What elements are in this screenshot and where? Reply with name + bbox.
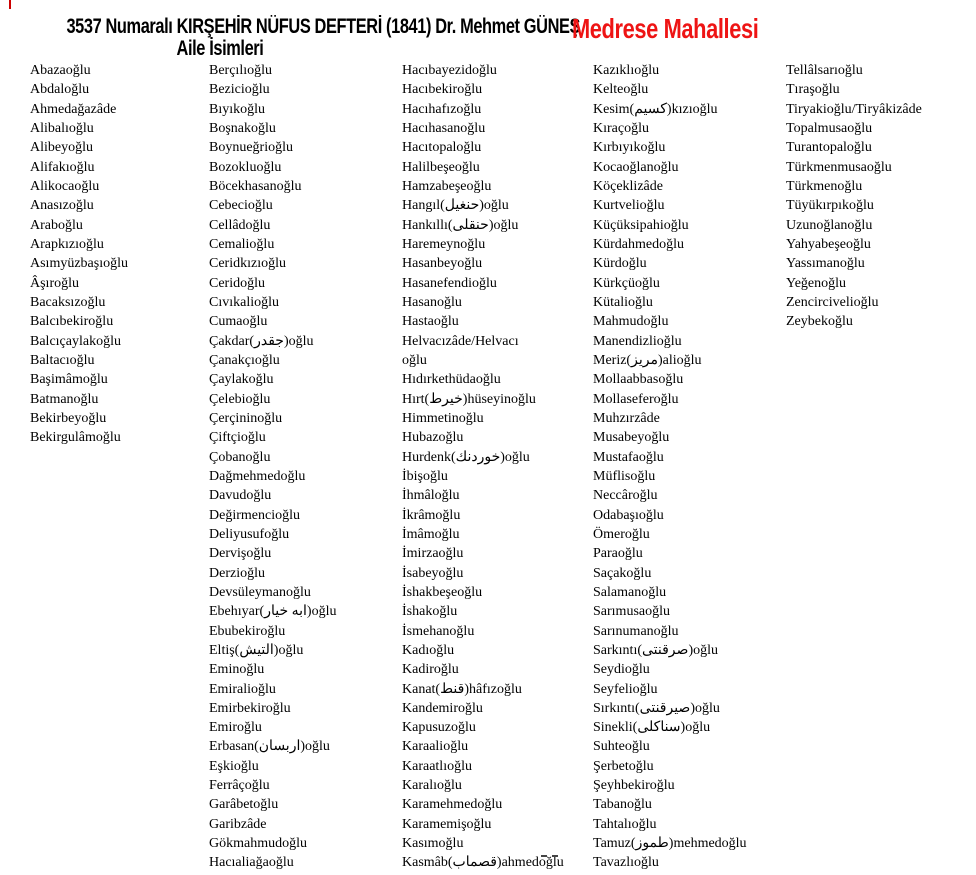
family-name: Odabaşıoğlu [593, 507, 664, 523]
family-name: Türkmenmusaoğlu [786, 159, 892, 175]
family-name: Tabanoğlu [593, 797, 652, 813]
family-name: Helvacızâde/Helvacı [402, 333, 519, 349]
family-name: Kıraçoğlu [593, 120, 649, 136]
family-name: Kadıoğlu [402, 642, 455, 658]
family-name: Araboğlu [30, 217, 83, 233]
document-title: 3537 Numaralı KIRŞEHİR NÜFUS DEFTERİ (1841) Dr. Mehmet GÜNEŞ [66, 15, 581, 38]
family-name: Çaylakoğlu [209, 372, 274, 388]
name-column-3 [402, 61, 597, 873]
family-name: Cumaoğlu [209, 314, 268, 330]
family-name: Boynueğrioğlu [209, 140, 293, 156]
family-name: Tavazlıoğlu [593, 855, 659, 871]
family-name: Hubazoğlu [402, 430, 464, 446]
family-name: Hacıbayezidoğlu [402, 63, 497, 78]
family-name: Erbasan(اربسان)oğlu [209, 739, 330, 755]
name-column-4 [593, 61, 788, 873]
family-name: Ebehıyar(ابه خيار)oğlu [209, 604, 337, 620]
family-name: Hacıhasanoğlu [402, 120, 486, 136]
family-name: Eltiş(التيش)oğlu [209, 642, 304, 658]
family-name: Davudoğlu [209, 488, 272, 504]
family-name: Turantopaloğlu [786, 140, 872, 156]
family-name: Uzunoğlanoğlu [786, 217, 873, 233]
family-name: Cemalioğlu [209, 236, 275, 252]
family-name: Çanakçıoğlu [209, 352, 280, 368]
family-name: Bacaksızoğlu [30, 294, 106, 310]
family-name: Hacıhafızoğlu [402, 101, 482, 117]
family-name: Suhteoğlu [593, 739, 650, 755]
family-name: Seyfelioğlu [593, 681, 658, 697]
family-name: Salamanoğlu [593, 584, 667, 600]
family-name: Berçılıoğlu [209, 63, 272, 78]
family-name: Tamuz(طموز)mehmedoğlu [593, 836, 747, 852]
family-name: Sinekli(سناكلى)oğlu [593, 720, 711, 736]
family-name: Saçakoğlu [593, 565, 652, 581]
family-name: Dağmehmedoğlu [209, 468, 306, 484]
family-name: Ahmedağazâde [30, 101, 117, 117]
family-name: Karaatlıoğlu [402, 758, 472, 774]
family-name: Manendizlioğlu [593, 333, 682, 349]
family-name: Kasmâb(قصماب)ahmedoğlu [402, 855, 564, 871]
family-name: Haremeynoğlu [402, 236, 486, 252]
family-name: Hacıaliağaoğlu [209, 855, 294, 871]
family-name: Tıraşoğlu [786, 82, 840, 98]
family-name: Balcıçaylakoğlu [30, 333, 121, 349]
family-name: Kapusuzoğlu [402, 720, 476, 736]
stray-cursor-mark [9, 0, 11, 9]
family-name: Karamehmedoğlu [402, 797, 503, 813]
family-name: Küçüksipahioğlu [593, 217, 689, 233]
family-name: Şeyhbekiroğlu [593, 778, 675, 794]
family-name: Ömeroğlu [593, 526, 650, 542]
family-name: Mollaseferoğlu [593, 391, 679, 407]
family-name: Emirbekiroğlu [209, 700, 291, 716]
family-name: Yassımanoğlu [786, 256, 865, 272]
family-name: Kütalioğlu [593, 294, 653, 310]
family-name: İbişoğlu [402, 468, 448, 484]
family-name: Seydioğlu [593, 662, 650, 678]
family-name: Hasanoğlu [402, 294, 462, 310]
family-name: Emiroğlu [209, 720, 262, 736]
family-name: Eşkioğlu [209, 758, 259, 774]
family-name: Karaalioğlu [402, 739, 469, 755]
family-name: Mahmudoğlu [593, 314, 669, 330]
family-name: Başimâmoğlu [30, 372, 108, 388]
name-column-1 [30, 61, 225, 448]
family-name: İsmehanoğlu [402, 623, 475, 639]
family-name: Âşıroğlu [30, 275, 79, 291]
family-name: Tahtalıoğlu [593, 816, 657, 832]
family-name: Halilbeşeoğlu [402, 159, 480, 175]
family-name: Mollaabbasoğlu [593, 372, 684, 388]
family-name: Cıvıkalioğlu [209, 294, 279, 310]
family-name: Asımyüzbaşıoğlu [30, 256, 128, 272]
name-column-5 [786, 61, 976, 332]
family-name: Zencircivelioğlu [786, 294, 879, 310]
family-name: Ceridkızıoğlu [209, 256, 286, 272]
family-name: Bıyıkoğlu [209, 101, 266, 117]
family-name: Eminoğlu [209, 662, 265, 678]
family-name: oğlu [402, 352, 427, 368]
family-name: Deliyusufoğlu [209, 526, 290, 542]
family-name: Cellâdoğlu [209, 217, 271, 233]
family-name: Kandemiroğlu [402, 700, 483, 716]
family-name: Tiryakioğlu/Tiryâkizâde [786, 101, 922, 117]
family-name: Baltacıoğlu [30, 352, 95, 368]
family-name: Kazıklıoğlu [593, 63, 660, 78]
family-name: Meriz(مريز)alioğlu [593, 352, 702, 368]
family-name: Çakdar(جقدر)oğlu [209, 333, 314, 349]
family-name: Kelteoğlu [593, 82, 649, 98]
family-name: Türkmenoğlu [786, 178, 863, 194]
family-name: Hırt(خيرط)hüseyinoğlu [402, 391, 536, 407]
family-name: Sırkıntı(صيرقنتى)oğlu [593, 700, 720, 716]
family-name: Abdaloğlu [30, 82, 90, 98]
family-name: Hacıbekiroğlu [402, 82, 483, 98]
family-name: Hıdırkethüdaoğlu [402, 372, 501, 388]
family-name: Sarkıntı(صرقنتى)oğlu [593, 642, 718, 658]
proofing-underline [541, 847, 558, 857]
family-name: Kürkçüoğlu [593, 275, 660, 291]
family-name: İhmâloğlu [402, 488, 460, 504]
family-name: Ceridoğlu [209, 275, 265, 291]
family-name: Balcıbekiroğlu [30, 314, 114, 330]
family-name: Kürdahmedoğlu [593, 236, 684, 252]
family-name: İshakbeşeoğlu [402, 584, 483, 600]
family-name: Garibzâde [209, 816, 267, 832]
family-name: Bezicioğlu [209, 82, 270, 98]
family-name: Çerçininoğlu [209, 410, 283, 426]
family-name: Muhzırzâde [593, 410, 660, 426]
family-name: Hankıllı(حنقلى)oğlu [402, 217, 519, 233]
family-name: Ebubekiroğlu [209, 623, 286, 639]
family-name: Böcekhasanoğlu [209, 178, 302, 194]
family-name: Batmanoğlu [30, 391, 99, 407]
name-column-2 [209, 61, 404, 873]
family-name: Bozokluoğlu [209, 159, 282, 175]
family-name: Gökmahmudoğlu [209, 836, 307, 852]
family-name: Neccâroğlu [593, 488, 658, 504]
family-name: Bekirbeyoğlu [30, 410, 107, 426]
family-name: Himmetinoğlu [402, 410, 484, 426]
family-name: Tellâlsarıoğlu [786, 63, 863, 78]
family-name: Paraoğlu [593, 546, 643, 562]
family-name: Alibalıoğlu [30, 120, 94, 136]
family-name: Hangıl(حنغيل)oğlu [402, 198, 509, 214]
family-name: Hasanefendioğlu [402, 275, 497, 291]
document-subtitle: Aile İsimleri [176, 37, 264, 60]
family-name: Devsüleymanoğlu [209, 584, 311, 600]
family-name: Derzioğlu [209, 565, 265, 581]
family-name: Çiftçioğlu [209, 430, 266, 446]
family-name: Şerbetoğlu [593, 758, 654, 774]
family-name: Kocaoğlanoğlu [593, 159, 679, 175]
family-name: Yahyabeşeoğlu [786, 236, 871, 252]
family-name: Mustafaoğlu [593, 449, 664, 465]
family-name: Müflisoğlu [593, 468, 656, 484]
family-name: Topalmusaoğlu [786, 120, 873, 136]
family-name: Sarınumanoğlu [593, 623, 679, 639]
family-name: Bekirgulâmoğlu [30, 430, 121, 446]
family-name: Yeğenoğlu [786, 275, 847, 291]
family-name: Karalıoğlu [402, 778, 462, 794]
family-name: İmâmoğlu [402, 526, 460, 542]
family-name: Hamzabeşeoğlu [402, 178, 492, 194]
family-name: Cebecioğlu [209, 198, 273, 214]
family-name: Dervişoğlu [209, 546, 272, 562]
family-name: Kadiroğlu [402, 662, 459, 678]
family-name: Alikocaoğlu [30, 178, 100, 194]
family-name: Alibeyoğlu [30, 140, 93, 156]
family-name: Garâbetoğlu [209, 797, 279, 813]
family-name: Değirmencioğlu [209, 507, 300, 523]
family-name: İmirzaoğlu [402, 546, 464, 562]
family-name: Kürdoğlu [593, 256, 647, 272]
family-name: Kırbıyıkoğlu [593, 140, 666, 156]
family-name: Hacıtopaloğlu [402, 140, 482, 156]
family-name: Abazaoğlu [30, 63, 91, 78]
family-name: Kasımoğlu [402, 836, 464, 852]
family-name: Ferrâçoğlu [209, 778, 270, 794]
family-name: İkrâmoğlu [402, 507, 461, 523]
family-name: Köçeklizâde [593, 178, 663, 194]
family-name: Kurtvelioğlu [593, 198, 665, 214]
family-name: Kesim(كسيم)kızıoğlu [593, 101, 718, 117]
family-name: Hastaoğlu [402, 314, 459, 330]
family-name: Tüyükırpıkoğlu [786, 198, 874, 214]
family-name: Hurdenk(خوردنك)oğlu [402, 449, 530, 465]
section-title: Medrese Mahallesi [572, 13, 759, 44]
family-name: Çobanoğlu [209, 449, 271, 465]
family-name: Çelebioğlu [209, 391, 271, 407]
family-name: İshakoğlu [402, 604, 458, 620]
family-name: Sarımusaoğlu [593, 604, 670, 620]
family-name: Emiralioğlu [209, 681, 276, 697]
family-name: Kanat(قنط)hâfızoğlu [402, 681, 522, 697]
family-name: Musabeyoğlu [593, 430, 670, 446]
family-name: Hasanbeyoğlu [402, 256, 483, 272]
family-name: Karamemişoğlu [402, 816, 492, 832]
family-name: Arapkızıoğlu [30, 236, 104, 252]
family-name: Zeybekoğlu [786, 314, 853, 330]
family-name: Boşnakoğlu [209, 120, 276, 136]
family-name: Anasızoğlu [30, 198, 94, 214]
family-name: İsabeyoğlu [402, 565, 464, 581]
family-name: Alifakıoğlu [30, 159, 95, 175]
